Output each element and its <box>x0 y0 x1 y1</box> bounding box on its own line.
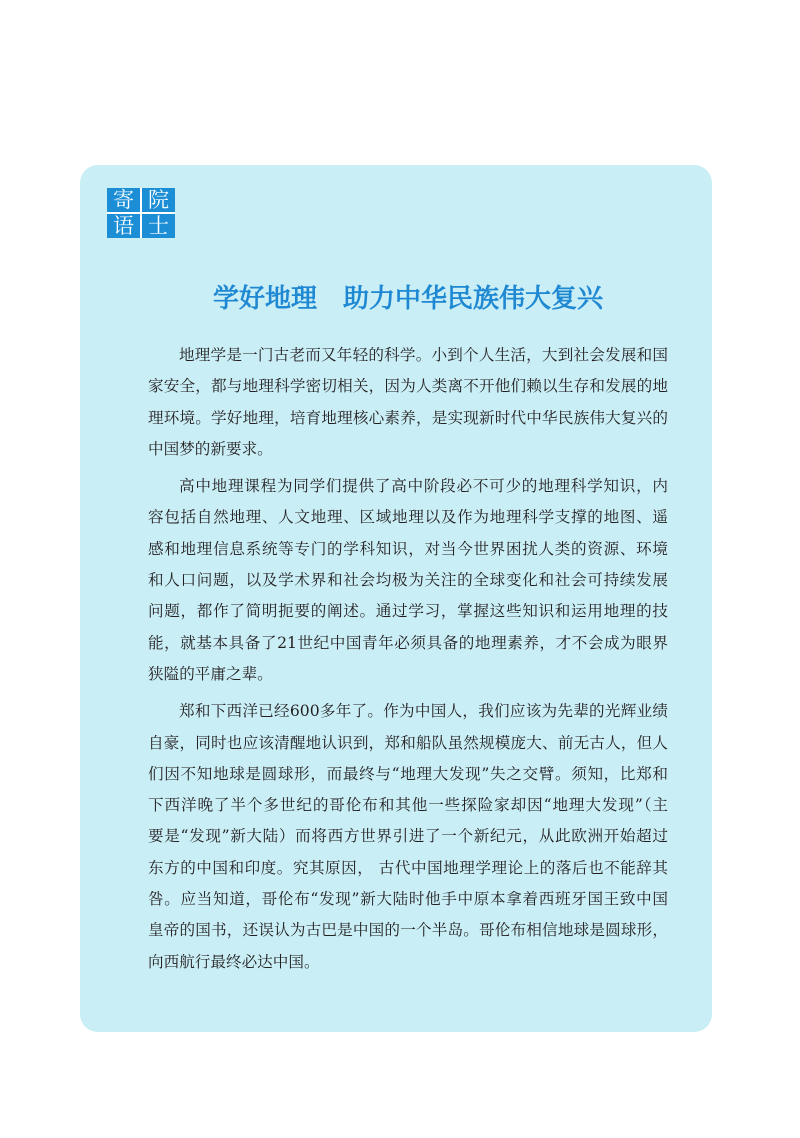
body-text <box>148 340 668 984</box>
text-line: 向西航行最终必达中国。 <box>148 952 320 971</box>
badge-char-shi: 士 <box>142 214 175 238</box>
text-line: 问题，都作了简明扼要的阐述。通过学习，掌握这些知识和运用地理的技 <box>148 602 668 621</box>
text-line: 和人口问题，以及学术界和社会均极为关注的全球变化和社会可持续发展 <box>148 571 668 590</box>
text-line: 东方的中国和印度。究其原因， 古代中国地理学理论上的落后也不能辞其 <box>148 858 668 877</box>
paragraph-2 <box>148 471 668 690</box>
text-line: 下西洋晚了半个多世纪的哥伦布和其他一些探险家却因“地理大发现”（主 <box>148 796 668 815</box>
paragraph-1 <box>148 340 668 465</box>
text-line: 高中地理课程为同学们提供了高中阶段必不可少的地理科学知识，内 <box>179 477 668 496</box>
text-line: 要是“发现”新大陆）而将西方世界引进了一个新纪元，从此欧洲开始超过 <box>148 827 668 846</box>
text-line: 咎。应当知道，哥伦布“发现”新大陆时他手中原本拿着西班牙国王致中国 <box>148 890 668 909</box>
text-line: 自豪，同时也应该清醒地认识到，郑和船队虽然规模庞大、前无古人，但人 <box>148 733 668 752</box>
text-line: 地理学是一门古老而又年轻的科学。小到个人生活，大到社会发展和国 <box>179 346 668 364</box>
text-line: 感和地理信息系统等专门的学科知识，对当今世界困扰人类的资源、环境 <box>148 539 668 558</box>
academician-message-card <box>80 165 712 1032</box>
page-title: 学好地理 助力中华民族伟大复兴 <box>212 284 603 314</box>
text-line: 狭隘的平庸之辈。 <box>148 664 273 683</box>
text-line: 容包括自然地理、人文地理、区域地理以及作为地理科学支撑的地图、遥 <box>148 508 668 527</box>
badge-char-yuan: 院 <box>142 188 175 212</box>
text-line: 皇帝的国书，还误认为古巴是中国的一个半岛。哥伦布相信地球是圆球形， <box>148 921 668 940</box>
badge-char-yu: 语 <box>107 214 140 238</box>
text-line: 郑和下西洋已经600多年了。作为中国人，我们应该为先辈的光辉业绩 <box>179 702 668 721</box>
text-line: 中国梦的新要求。 <box>148 439 273 458</box>
academician-message-badge <box>107 188 175 238</box>
badge-char-ji: 寄 <box>107 188 140 212</box>
text-line: 们因不知地球是圆球形，而最终与“地理大发现”失之交臂。须知，比郑和 <box>148 764 668 783</box>
text-line: 家安全，都与地理科学密切相关，因为人类离不开他们赖以生存和发展的地 <box>148 377 668 396</box>
text-line: 能，就基本具备了21世纪中国青年必须具备的地理素养，才不会成为眼界 <box>148 633 668 652</box>
paragraph-3 <box>148 696 668 978</box>
text-line: 理环境。学好地理，培育地理核心素养，是实现新时代中华民族伟大复兴的 <box>148 408 668 427</box>
